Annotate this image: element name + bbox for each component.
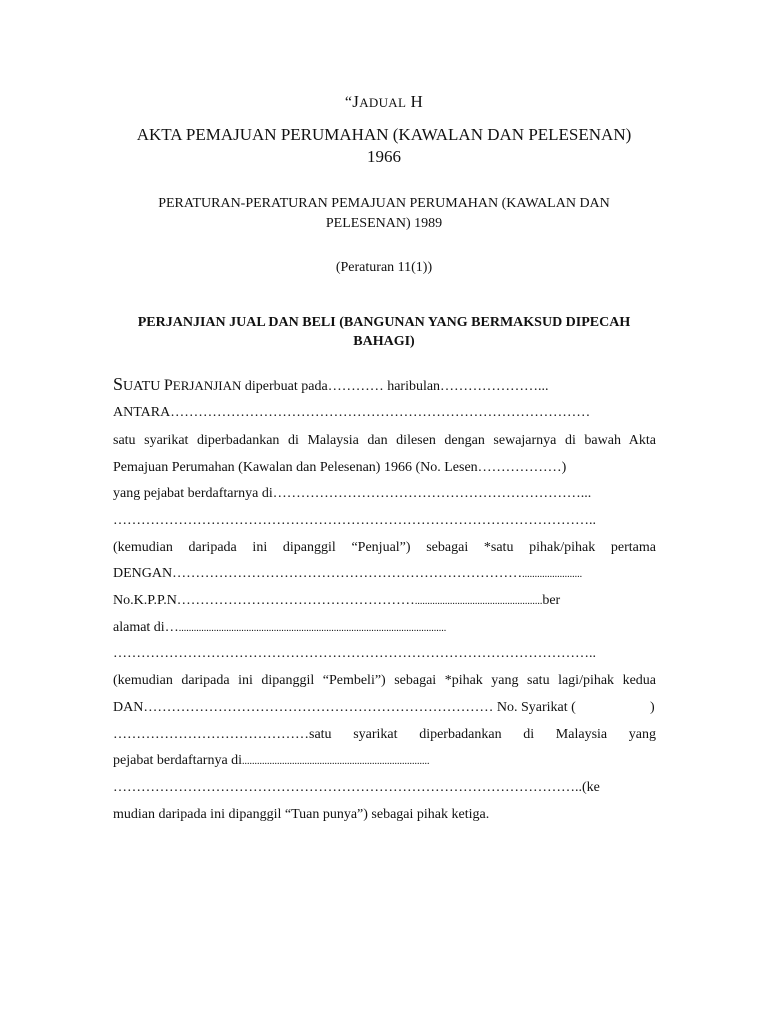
developer-office-line: yang pejabat berdaftarnya di…………………………………………………………...	[113, 486, 592, 501]
purchaser-address-line2: …………………………………………………………………………………………..	[113, 646, 596, 661]
proprietor-office-line: pejabat berdaftarnya di...........................................................................	[113, 753, 430, 768]
act-title	[0, 124, 768, 168]
developer-description-line2: Pemajuan Perumahan (Kawalan dan Pelesenan) 1966 (No. Lesen………………)	[113, 460, 567, 475]
purchaser-ic-line: No.K.P.P.N……………………………………………...................................................ber	[113, 593, 561, 608]
developer-description-line1: satu syarikat diperbadankan di Malaysia dan dilesen dengan sewajarnya di bawah Akta	[113, 433, 656, 448]
agreement-title-line2: BAHAGI)	[353, 334, 415, 349]
regulations-title-line2: PELESENAN) 1989	[325, 216, 443, 231]
purchaser-name-line: DENGAN…………………………………………………………………........................	[113, 566, 583, 581]
seller-designation-line: (kemudian daripada ini dipanggil “Penjual”) sebagai *satu pihak/pihak pertama	[113, 540, 656, 555]
regulation-reference: (Peraturan 11(1))	[335, 260, 433, 275]
purchaser-address-line: alamat di…...........................................................................................................	[113, 620, 447, 635]
regulations-title	[0, 194, 768, 234]
regulations-title-line1: PERATURAN-PERATURAN PEMAJUAN PERUMAHAN (KAWALAN DAN	[158, 196, 610, 211]
developer-name-line: ANTARA………………………………………………………………………………	[113, 405, 591, 420]
schedule-heading: “JADUAL H	[344, 92, 424, 111]
proprietor-designation-line: mudian daripada ini dipanggil “Tuan punya”) sebagai pihak ketiga.	[113, 807, 490, 822]
proprietor-description-line: ……………………………………satu syarikat diperbadankan di Malaysia yang	[113, 727, 656, 742]
purchaser-designation-line: (kemudian daripada ini dipanggil “Pembeli”) sebagai *pihak yang satu lagi/pihak kedua	[113, 673, 656, 688]
act-title-line2: 1966	[367, 147, 401, 166]
proprietor-name-line: DAN………………………………………………………………… No. Syarikat ( )	[113, 700, 655, 715]
proprietor-address-line: ………………………………………………………………………………………..(ke	[113, 780, 600, 795]
developer-address-line: …………………………………………………………………………………………..	[113, 513, 596, 528]
agreement-title	[0, 313, 768, 351]
agreement-title-line1: PERJANJIAN JUAL DAN BELI (BANGUNAN YANG BERMAKSUD DIPECAH	[137, 315, 631, 330]
agreement-opening-line: SUATU PERJANJIAN diperbuat pada………… haribulan…………………...	[113, 374, 549, 394]
act-title-line1: AKTA PEMAJUAN PERUMAHAN (KAWALAN DAN PELESENAN)	[136, 125, 632, 144]
